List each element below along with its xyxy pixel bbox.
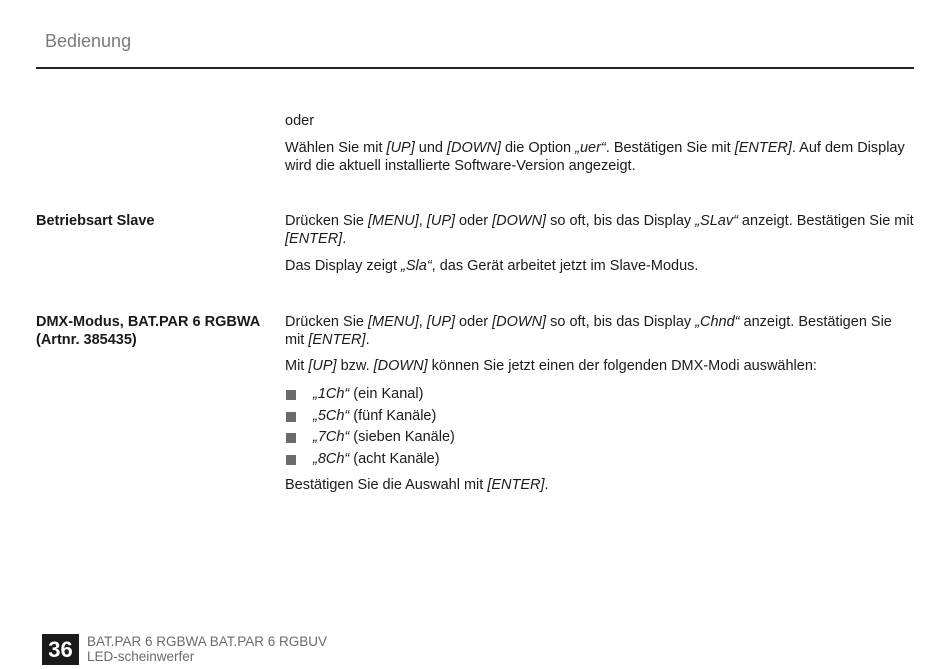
- mode-description: (sieben Kanäle): [349, 429, 455, 445]
- text-segment: ,: [418, 314, 427, 330]
- square-bullet-icon: [286, 390, 296, 400]
- mode-code: „7Ch“: [313, 429, 350, 445]
- display-sla: „Sla“: [401, 258, 432, 274]
- mode-code: „5Ch“: [313, 407, 350, 424]
- mode-description: (ein Kanal): [349, 386, 424, 402]
- key-up: [UP]: [426, 213, 456, 229]
- key-enter: [ENTER]: [734, 140, 792, 156]
- dmx-mode-list: [285, 384, 455, 470]
- dmx-mode-heading-line1: DMX-Modus, BAT.PAR 6 RGBWA: [36, 314, 261, 330]
- text-segment: Bestätigen Sie die Auswahl mit: [285, 477, 488, 493]
- slave-mode-paragraph-2: [285, 257, 915, 275]
- text-segment: die Option: [500, 140, 576, 156]
- text-segment: so oft, bis das Display: [546, 314, 696, 330]
- list-item: [285, 427, 455, 449]
- text-segment: oder: [455, 314, 493, 330]
- text-segment: oder: [455, 213, 493, 229]
- mode-code: „8Ch“: [313, 450, 350, 467]
- key-down: [DOWN]: [492, 314, 547, 330]
- text-segment: Das Display zeigt: [285, 258, 402, 274]
- dmx-mode-heading: [36, 313, 276, 349]
- footer-product-line: BAT.PAR 6 RGBWA BAT.PAR 6 RGBUV: [87, 634, 328, 649]
- oder-text: oder: [285, 113, 315, 129]
- text-segment: Drücken Sie: [285, 314, 369, 330]
- text-segment: Wählen Sie mit: [285, 140, 387, 156]
- text-segment: ,: [418, 213, 427, 229]
- text-segment: Mit: [285, 358, 309, 374]
- dmx-mode-paragraph-3: [285, 476, 915, 494]
- key-enter: [ENTER]: [308, 332, 366, 348]
- text-segment: .: [544, 477, 549, 493]
- dmx-mode-paragraph-2: [285, 357, 915, 375]
- key-enter: [ENTER]: [285, 231, 343, 247]
- list-item: [285, 449, 455, 471]
- mode-code: „1Ch“: [313, 386, 350, 402]
- page-header-title: Bedienung: [45, 31, 132, 51]
- display-chnd: „Chnd“: [695, 314, 740, 330]
- header-divider: [36, 67, 914, 69]
- dmx-mode-heading-line2: (Artnr. 385435): [36, 332, 137, 348]
- square-bullet-icon: [286, 455, 296, 465]
- text-segment: so oft, bis das Display: [546, 213, 696, 229]
- text-segment: .: [365, 332, 370, 348]
- text-segment: . Bestätigen Sie mit: [605, 140, 735, 156]
- software-version-paragraph: [285, 139, 915, 175]
- text-segment: anzeigt. Bestätigen Sie mit: [737, 213, 914, 229]
- list-item: [285, 406, 455, 428]
- key-menu: [MENU]: [368, 213, 419, 229]
- page-number-badge: 36: [42, 634, 79, 665]
- text-segment: . Auf dem Display wird die aktuell installierte Software-Version angezeigt.: [285, 140, 905, 174]
- key-up: [UP]: [426, 314, 456, 330]
- text-segment: können Sie jetzt einen der folgenden DMX-Modi auswählen:: [427, 358, 817, 374]
- key-enter: [ENTER]: [487, 477, 545, 493]
- slave-mode-paragraph-1: [285, 212, 915, 248]
- key-down: [DOWN]: [492, 213, 547, 229]
- text-segment: anzeigt. Bestätigen Sie mit: [285, 314, 892, 348]
- dmx-mode-paragraph-1: [285, 313, 915, 349]
- list-item: [285, 384, 455, 406]
- display-slav: „SLav“: [695, 213, 738, 229]
- mode-description: (acht Kanäle): [349, 450, 440, 467]
- text-segment: , das Gerät arbeitet jetzt im Slave-Modus.: [431, 258, 699, 274]
- key-down: [DOWN]: [447, 140, 501, 156]
- text-segment: Drücken Sie: [285, 213, 369, 229]
- key-up: [UP]: [386, 140, 415, 156]
- mode-description: (fünf Kanäle): [349, 407, 437, 424]
- key-down: [DOWN]: [373, 358, 428, 374]
- option-uer: „uer“: [575, 140, 606, 156]
- footer-product-type: LED-scheinwerfer: [87, 649, 195, 664]
- slave-mode-heading: Betriebsart Slave: [36, 213, 155, 229]
- text-segment: .: [342, 231, 347, 247]
- key-up: [UP]: [308, 358, 337, 374]
- text-segment: bzw.: [336, 358, 374, 374]
- square-bullet-icon: [286, 433, 296, 443]
- text-segment: und: [414, 140, 447, 156]
- key-menu: [MENU]: [368, 314, 419, 330]
- square-bullet-icon: [286, 412, 296, 422]
